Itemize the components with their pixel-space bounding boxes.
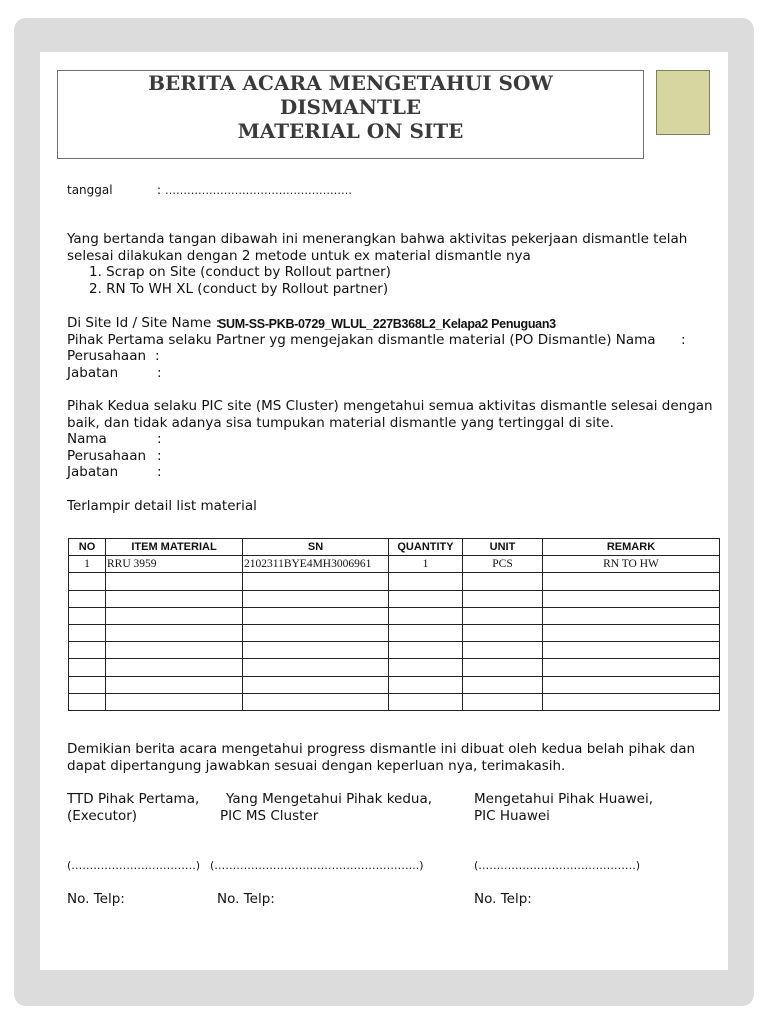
party2-nama-label: Nama	[67, 431, 107, 447]
col-header-remark: REMARK	[543, 539, 720, 556]
party2-nama-sep: :	[157, 431, 162, 447]
cell-item-material	[106, 676, 243, 693]
cell-remark	[543, 676, 720, 693]
date-sep: :	[157, 183, 162, 197]
intro-line-2: selesai dilakukan dengan 2 metode untuk ex material dismantle nya	[67, 247, 531, 264]
cell-item-material	[106, 693, 243, 710]
cell-item-material	[106, 590, 243, 607]
table-row	[69, 659, 720, 676]
table-row	[69, 676, 720, 693]
sig3-blank: (…………………………………….)	[474, 859, 641, 872]
cell-sn	[243, 642, 389, 659]
sig2-sub: PIC MS Cluster	[220, 807, 319, 824]
cell-remark	[543, 573, 720, 590]
cell-no	[69, 676, 106, 693]
party1-perusahaan-sep: :	[155, 348, 160, 364]
cell-quantity: 1	[389, 556, 463, 573]
col-header-no: NO	[69, 539, 106, 556]
cell-sn	[243, 607, 389, 624]
cell-remark	[543, 659, 720, 676]
party2-jabatan-label: Jabatan	[67, 464, 119, 480]
cell-no	[69, 642, 106, 659]
party1-name-sep: :	[681, 331, 686, 348]
cell-remark	[543, 693, 720, 710]
sig1-blank: (…………………………….)	[67, 859, 201, 872]
table-header-row	[69, 539, 720, 556]
cell-no	[69, 607, 106, 624]
closing-line-1: Demikian berita acara mengetahui progress dismantle ini dibuat oleh kedua belah pihak dan	[67, 741, 696, 757]
party2-perusahaan-label: Perusahaan	[67, 447, 147, 464]
party1-jabatan-sep: :	[157, 364, 162, 381]
material-table	[68, 538, 720, 711]
cell-quantity	[389, 590, 463, 607]
cell-unit	[463, 676, 543, 693]
cell-quantity	[389, 676, 463, 693]
cell-sn: 2102311BYE4MH3006961	[243, 556, 389, 573]
title-line-2: DISMANTLE	[279, 95, 422, 119]
sig3-role: Mengetahui Pihak Huawei,	[474, 791, 654, 807]
sig2-role: Yang Mengetahui Pihak kedua,	[226, 791, 433, 807]
method-item: 2. RN To WH XL (conduct by Rollout partner)	[89, 280, 389, 297]
party1-intro: Pihak Pertama selaku Partner yg mengejakan dismantle material (PO Dismantle) Nama	[67, 331, 656, 348]
intro-line-1: Yang bertanda tangan dibawah ini menerangkan bahwa aktivitas pekerjaan dismantle telah	[67, 231, 688, 247]
cell-sn	[243, 573, 389, 590]
title-line-1: BERITA ACARA MENGETAHUI SOW	[148, 71, 553, 95]
cell-unit	[463, 590, 543, 607]
cell-no	[69, 573, 106, 590]
cell-sn	[243, 693, 389, 710]
party2-line-2: baik, dan tidak adanya sisa tumpukan material dismantle yang tertinggal di site.	[67, 414, 614, 431]
cell-item-material	[106, 607, 243, 624]
cell-quantity	[389, 693, 463, 710]
party2-line-1: Pihak Kedua selaku PIC site (MS Cluster) mengetahui semua aktivitas dismantle selesai dengan	[67, 398, 713, 414]
cell-no	[69, 659, 106, 676]
cell-no	[69, 590, 106, 607]
col-header-quantity: QUANTITY	[389, 539, 463, 556]
cell-item-material	[106, 573, 243, 590]
cell-item-material: RRU 3959	[106, 556, 243, 573]
cell-unit	[463, 693, 543, 710]
table-body	[69, 556, 720, 711]
table-row	[69, 693, 720, 710]
cell-unit	[463, 624, 543, 641]
date-value: ……………………………………………	[165, 184, 352, 197]
cell-remark	[543, 607, 720, 624]
cell-remark: RN TO HW	[543, 556, 720, 573]
sig3-phone: No. Telp:	[474, 891, 532, 907]
cell-sn	[243, 676, 389, 693]
sig1-phone: No. Telp:	[67, 891, 125, 907]
sig2-phone: No. Telp:	[217, 891, 275, 907]
cell-quantity	[389, 607, 463, 624]
cell-remark	[543, 624, 720, 641]
document-page	[40, 52, 728, 970]
cell-sn	[243, 659, 389, 676]
table-row	[69, 556, 720, 573]
date-label: tanggal	[67, 183, 113, 197]
col-header-unit: UNIT	[463, 539, 543, 556]
cell-sn	[243, 624, 389, 641]
party1-jabatan-label: Jabatan	[67, 364, 119, 381]
sig1-role: TTD Pihak Pertama,	[67, 791, 200, 807]
cell-quantity	[389, 642, 463, 659]
method-item: 1. Scrap on Site (conduct by Rollout partner)	[89, 264, 391, 280]
cell-item-material	[106, 659, 243, 676]
party1-perusahaan-label: Perusahaan	[67, 348, 147, 364]
cell-unit	[463, 659, 543, 676]
cell-item-material	[106, 624, 243, 641]
cell-quantity	[389, 624, 463, 641]
cell-quantity	[389, 573, 463, 590]
table-row	[69, 642, 720, 659]
cell-remark	[543, 642, 720, 659]
table-row	[69, 590, 720, 607]
party2-jabatan-sep: :	[157, 464, 162, 480]
attached-note: Terlampir detail list material	[67, 498, 257, 514]
cell-sn	[243, 590, 389, 607]
party2-perusahaan-sep: :	[157, 447, 162, 464]
sig3-sub: PIC Huawei	[474, 807, 550, 824]
cell-quantity	[389, 659, 463, 676]
col-header-sn: SN	[243, 539, 389, 556]
site-value: SUM-SS-PKB-0729_WLUL_227B368L2_Kelapa2 Penuguan3	[218, 317, 556, 331]
col-header-item-material: ITEM MATERIAL	[106, 539, 243, 556]
logo-placeholder	[656, 70, 710, 135]
cell-no	[69, 624, 106, 641]
cell-remark	[543, 590, 720, 607]
table-row	[69, 624, 720, 641]
cell-unit: PCS	[463, 556, 543, 573]
document-title	[57, 70, 644, 159]
cell-unit	[463, 642, 543, 659]
cell-no	[69, 693, 106, 710]
sig2-blank: (………………………………………………..)	[210, 859, 424, 872]
title-line-3: MATERIAL ON SITE	[237, 119, 464, 143]
cell-item-material	[106, 642, 243, 659]
closing-line-2: dapat dipertangung jawabkan sesuai dengan keperluan nya, terimakasih.	[67, 757, 566, 774]
methods-list	[89, 264, 391, 297]
cell-unit	[463, 607, 543, 624]
cell-unit	[463, 573, 543, 590]
sig1-sub: (Executor)	[67, 807, 138, 824]
cell-no: 1	[69, 556, 106, 573]
site-label: Di Site Id / Site Name :	[67, 315, 221, 331]
table-row	[69, 573, 720, 590]
table-row	[69, 607, 720, 624]
